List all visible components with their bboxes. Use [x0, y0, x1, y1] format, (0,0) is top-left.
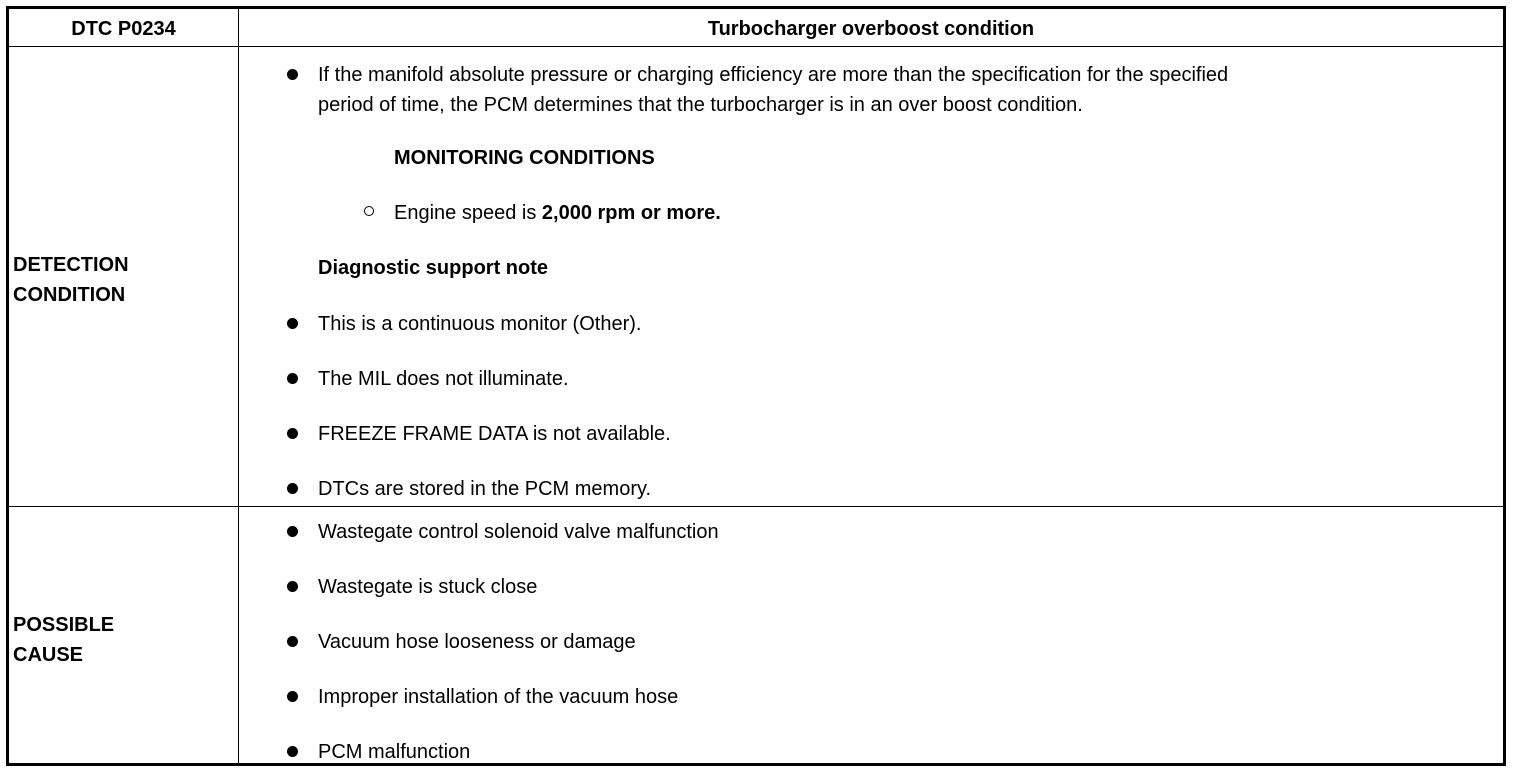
cause-item: Improper installation of the vacuum hose	[318, 686, 679, 708]
hollow-bullet-icon	[364, 206, 374, 216]
label-line: POSSIBLE	[13, 614, 115, 636]
dtc-code: DTC P0234	[71, 18, 176, 40]
support-note: FREEZE FRAME DATA is not available.	[318, 423, 671, 445]
cause-item: Wastegate is stuck close	[318, 576, 538, 598]
bullet-icon	[287, 373, 298, 384]
bullet-icon	[287, 746, 298, 757]
cause-item: PCM malfunction	[318, 741, 471, 763]
intro-text-line: period of time, the PCM determines that the turbocharger is in an over boost condition.	[318, 94, 1083, 116]
support-note: The MIL does not illuminate.	[318, 368, 569, 390]
support-note: DTCs are stored in the PCM memory.	[318, 478, 652, 500]
column-divider	[238, 9, 239, 763]
dtc-title: Turbocharger overboost condition	[707, 18, 1035, 40]
bullet-icon	[287, 483, 298, 494]
cause-item: Wastegate control solenoid valve malfunction	[318, 521, 719, 543]
label-line: CAUSE	[13, 644, 84, 666]
bullet-icon	[287, 581, 298, 592]
bullet-icon	[287, 636, 298, 647]
bullet-icon	[287, 526, 298, 537]
dtc-table	[6, 6, 1506, 766]
bullet-icon	[287, 428, 298, 439]
monitoring-item-value: 2,000 rpm or more.	[541, 202, 721, 224]
detection-condition-label	[13, 250, 129, 310]
row-divider	[9, 506, 1503, 507]
support-note: This is a continuous monitor (Other).	[318, 313, 642, 335]
monitoring-condition-item	[394, 198, 721, 228]
label-line: CONDITION	[13, 284, 126, 306]
monitoring-item-text: Engine speed is	[394, 202, 542, 224]
bullet-icon	[287, 69, 298, 80]
possible-cause-label	[13, 610, 114, 670]
cause-item: Vacuum hose looseness or damage	[318, 631, 636, 653]
bullet-icon	[287, 318, 298, 329]
intro-text-line: If the manifold absolute pressure or charging efficiency are more than the specification for the specified	[318, 64, 1229, 86]
label-line: DETECTION	[13, 254, 129, 276]
bullet-icon	[287, 691, 298, 702]
monitoring-conditions-heading: MONITORING CONDITIONS	[394, 147, 655, 169]
diagnostic-support-heading: Diagnostic support note	[318, 257, 548, 279]
